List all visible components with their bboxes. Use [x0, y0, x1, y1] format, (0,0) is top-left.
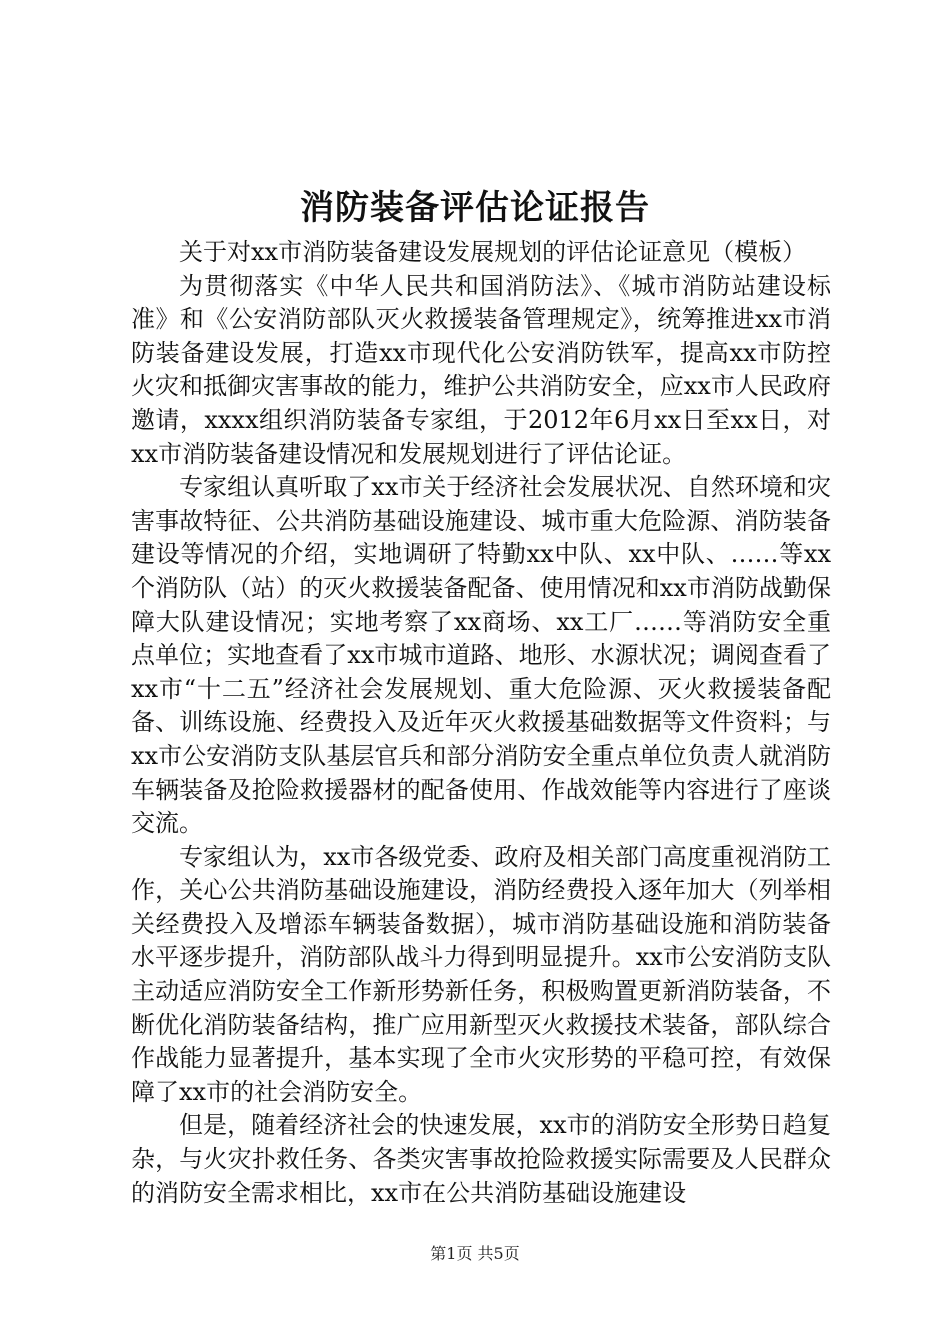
document-title: 消防装备评估论证报告 [300, 188, 650, 228]
document-body [131, 236, 831, 1210]
paragraph-assessment: 专家组认为，xx市各级党委、政府及相关部门高度重视消防工作，关心公共消防基础设施建设，消防经费投入逐年加大（列举相关经费投入及增添车辆装备数据），城市消防基础设施和消防装备水平逐步提升，消防部队战斗力得到明显提升。xx市公安消防支队主动适应消防安全工作新形势新任务，积极购置更新消防装备，不断优化消防装备结构，推广应用新型灭火救援技术装备，部队综合作战能力显著提升，基本实现了全市火灾形势的平稳可控，有效保障了xx市的社会消防安全。 [131, 842, 831, 1106]
paragraph-subtitle: 关于对xx市消防装备建设发展规划的评估论证意见（模板） [179, 238, 807, 266]
paragraph-purpose: 为贯彻落实《中华人民共和国消防法》、《城市消防站建设标准》和《公安消防部队灭火救援装备管理规定》，统筹推进xx市消防装备建设发展，打造xx市现代化公安消防铁军，提高xx市防控火灾和抵御灾害事故的能力，维护公共消防安全，应xx市人民政府邀请，xxxx组织消防装备专家组，于2012年6月xx日至xx日，对xx市消防装备建设情况和发展规划进行了评估论证。 [131, 271, 831, 468]
paragraph-issues: 但是，随着经济社会的快速发展，xx市的消防安全形势日趋复杂，与火灾扑救任务、各类灾害事故抢险救援实际需要及人民群众的消防安全需求相比，xx市在公共消防基础设施建设 [131, 1111, 831, 1207]
paragraph-investigation: 专家组认真听取了xx市关于经济社会发展状况、自然环境和灾害事故特征、公共消防基础设施建设、城市重大危险源、消防装备建设等情况的介绍，实地调研了特勤xx中队、xx中队、……等xx个消防队（站）的灭火救援装备配备、使用情况和xx市消防战勤保障大队建设情况；实地考察了xx商场、xx工厂……等消防安全重点单位；实地查看了xx市城市道路、地形、水源状况；调阅查看了xx市“十二五”经济社会发展规划、重大危险源、灭火救援装备配备、训练设施、经费投入及近年灭火救援基础数据等文件资料；与xx市公安消防支队基层官兵和部分消防安全重点单位负责人就消防车辆装备及抢险救援器材的配备使用、作战效能等内容进行了座谈交流。 [131, 473, 831, 838]
page-footer: 第1页 共5页 [430, 1244, 520, 1263]
